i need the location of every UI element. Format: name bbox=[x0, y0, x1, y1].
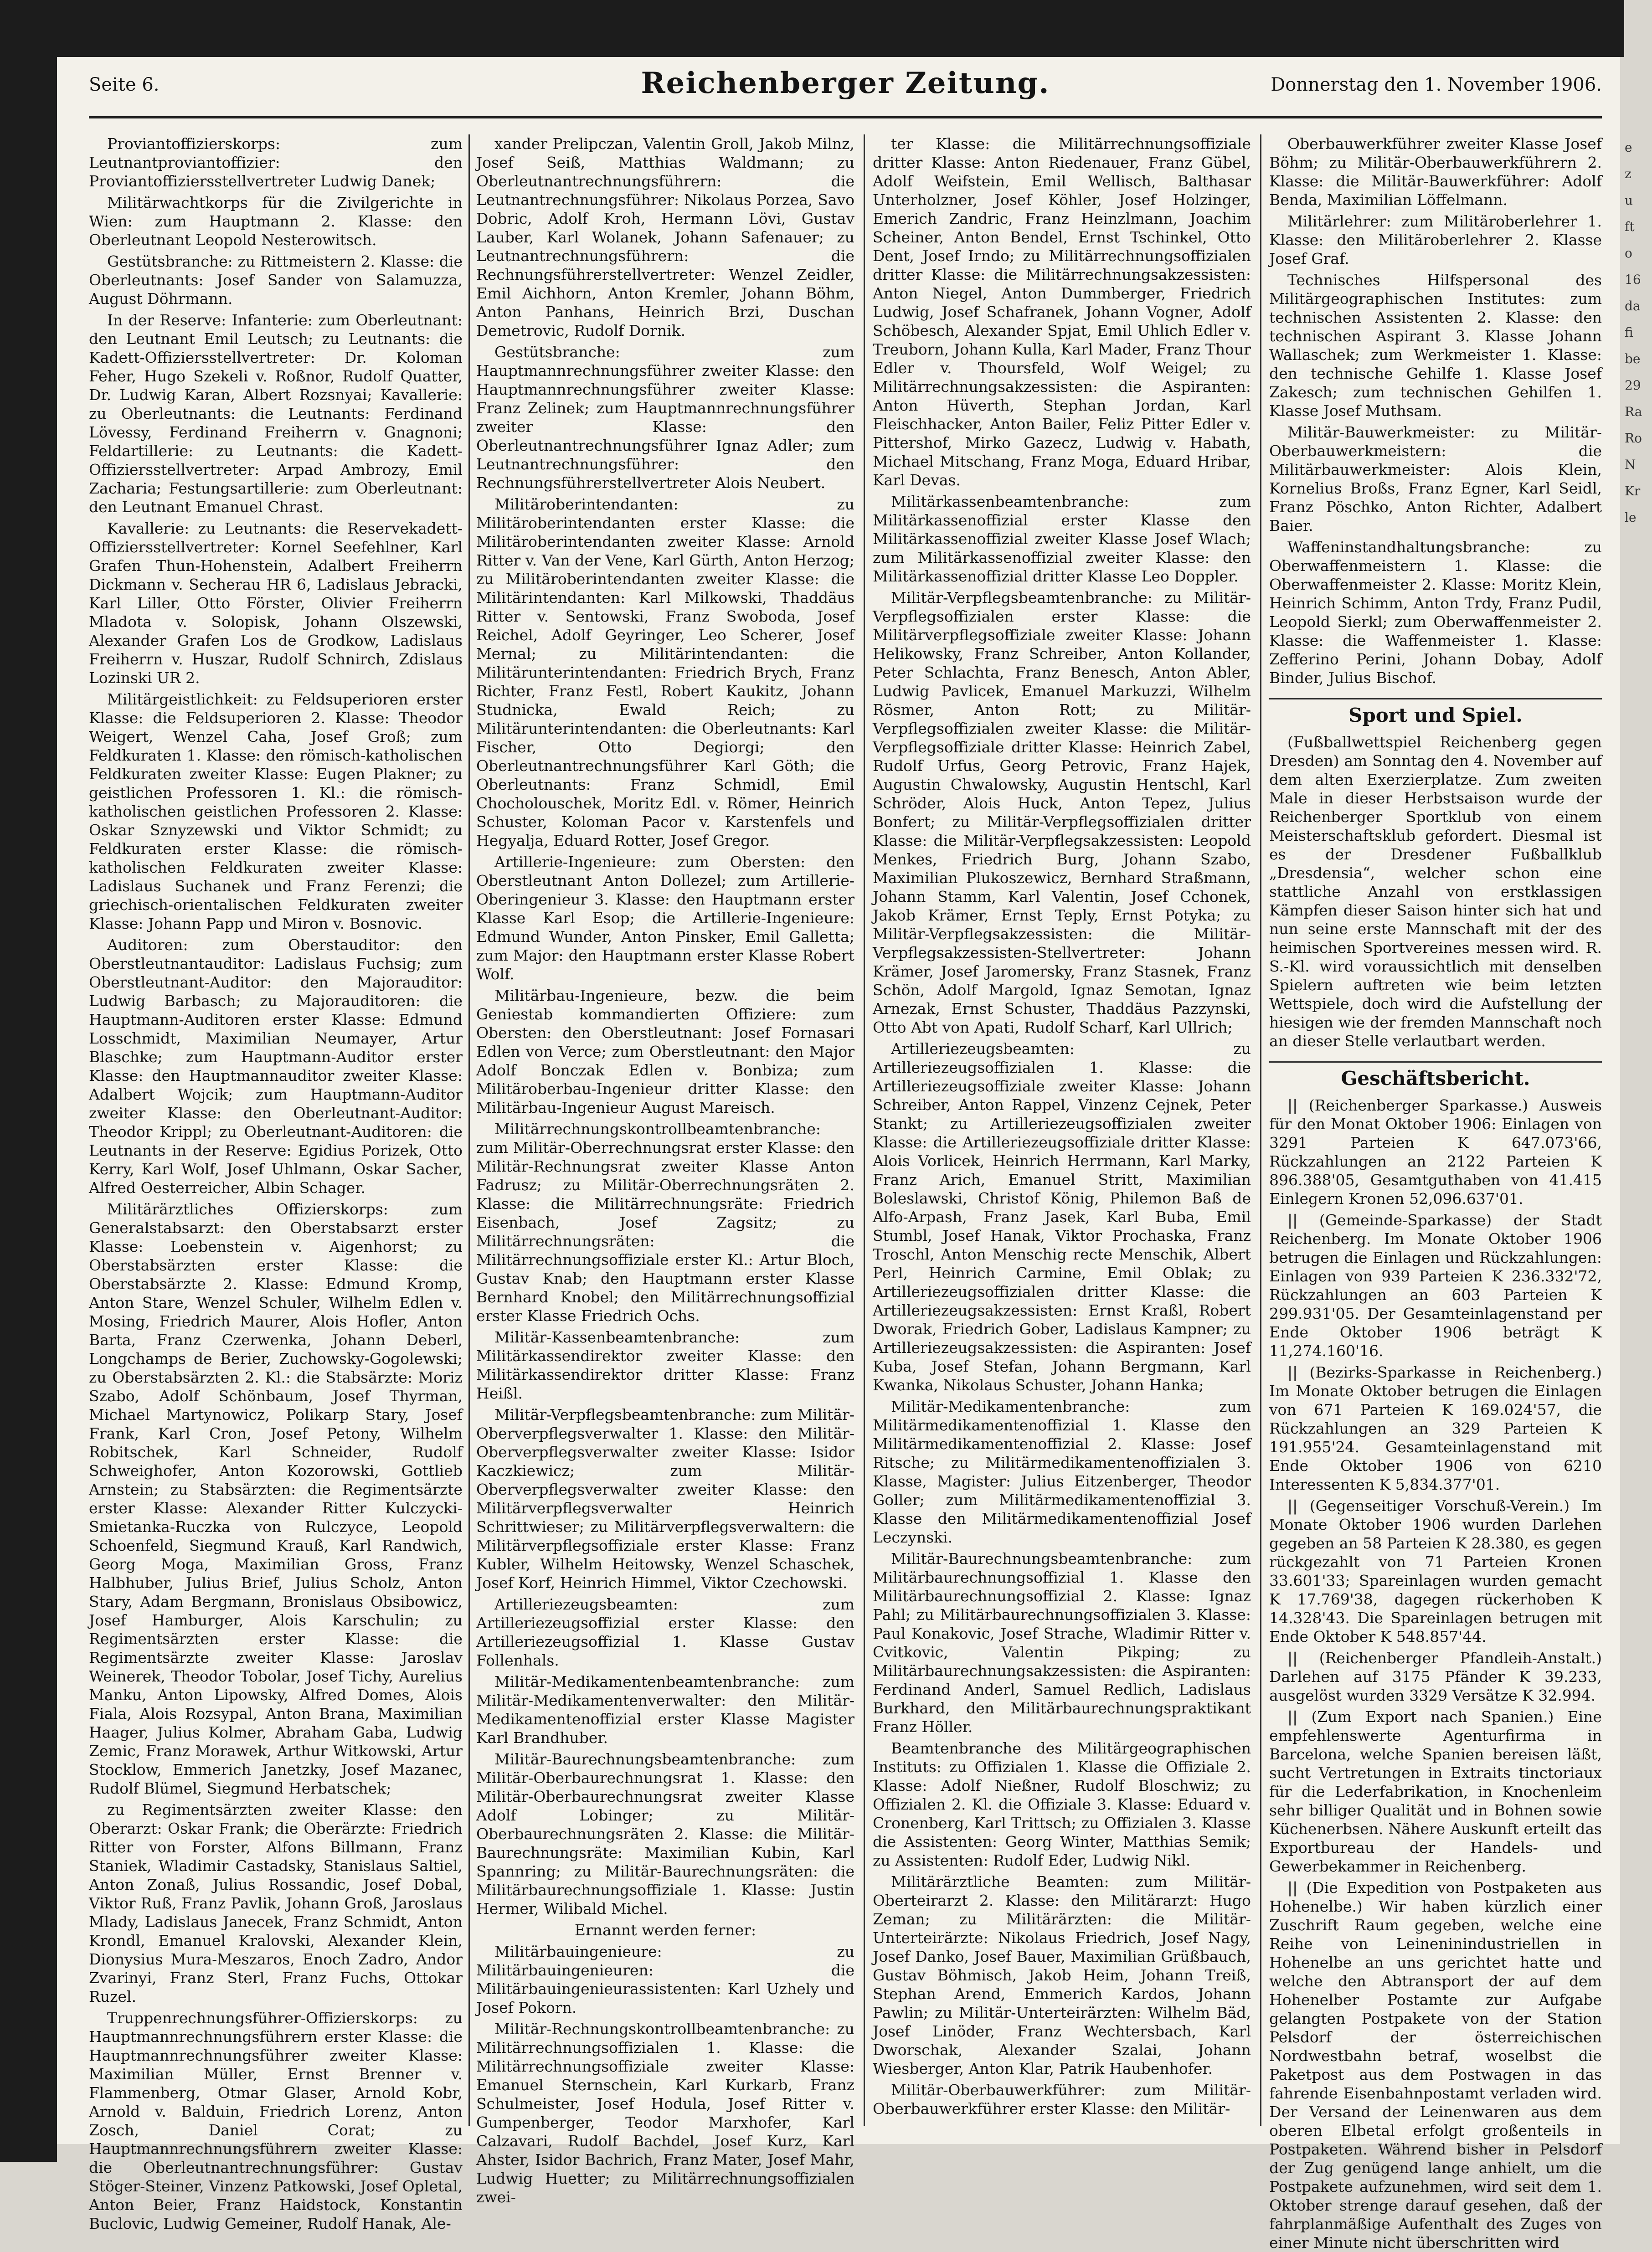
edge-fragment: e bbox=[1625, 140, 1632, 155]
edge-fragment: ft bbox=[1625, 219, 1635, 234]
page-header bbox=[89, 66, 1602, 118]
article-paragraph: Technisches Hilfspersonal des Militärgeographischen Institutes: zum technischen Assistenten 2. Klasse: den technischen Aspirant 3. Klasse Johann Wallaschek; zum Werkmeister 1. Klasse: den technische Gehilfe 1. Klasse Josef Zakesch; zum technischen Gehilfen 1. Klasse Josef Muthsam. bbox=[1269, 271, 1602, 420]
column-2 bbox=[476, 134, 854, 2206]
edge-fragment: da bbox=[1625, 298, 1641, 314]
article-paragraph: Militärärztliches Offizierskorps: zum Generalstabsarzt: den Oberstabsarzt erster Klasse: Loebenstein v. Aigenhorst; zu Oberstabsärzten erster Klasse: die Oberstabsärzte 2. Klasse: Edmund Kromp, Anton Stare, Wenzel Schuler, Wilhelm Edlen v. Mosing, Friedrich Maurer, Alois Hofler, Anton Barta, Franz Czerwenka, Johann Deberl, Longchamps de Berier, Zuchowsky-Gogolewski; zu Oberstabsärzten 2. Kl.: die Stabsärzte: Moriz Szabo, Adolf Schönbaum, Josef Thyrman, Michael Martynowicz, Polikarp Stary, Josef Frank, Karl Cron, Josef Petony, Wilhelm Robitschek, Karl Schneider, Rudolf Schweighofer, Anton Kozorowski, Gottlieb Arnstein; zu Stabsärzten: die Regimentsärzte erster Klasse: Alexander Ritter Kulczycki-Smietanka-Ruczka von Rulczyce, Leopold Schoenfeld, Siegmund Krauß, Karl Randwich, Georg Moga, Maximilian Gross, Franz Halbhuber, Julius Brief, Julius Scholz, Anton Stary, Adam Bergmann, Bronislaus Obsibowicz, Josef Hamburger, Alois Karschulin; zu Regimentsärzten erster Klasse: die Regimentsärzte zweiter Klasse: Jaroslav Weinerek, Theodor Tobolar, Josef Tichy, Aurelius Manku, Anton Lipowsky, Alfred Domes, Alois Fiala, Alois Rozsypal, Anton Brana, Maximilian Haager, Julius Kolmer, Abraham Gaba, Ludwig Zemic, Franz Morawek, Arthur Witkowski, Artur Stocklow, Emmerich Janetzky, Josef Mazanec, Rudolf Blümel, Siegmund Herbatschek; bbox=[89, 1200, 463, 1797]
section-subheading: Ernannt werden ferner: bbox=[574, 1921, 757, 1939]
edge-fragment: Ro bbox=[1625, 431, 1642, 446]
article-paragraph: Militär-Kassenbeamtenbranche: zum Militärkassendirektor zweiter Klasse: den Militärkassendirektor dritter Klasse: Franz Heißl. bbox=[476, 1328, 854, 1402]
column-rule bbox=[864, 134, 865, 2126]
article-paragraph: xander Prelipczan, Valentin Groll, Jakob Milnz, Josef Seiß, Matthias Waldmann; zu Oberleutnantrechnungsführern: die Leutnantrechnungsführer: Nikolaus Porzea, Savo Dobric, Adolf Kroh, Hermann Lövi, Gustav Lauber, Karl Wolanek, Johann Safenauer; zu Leutnantrechnungsführern: die Rechnungsführerstellvertreter: Wenzel Zeidler, Emil Aichhorn, Anton Kremler, Johann Böhm, Anton Panhans, Heinrich Brzi, Duschan Demetrovic, Rudolf Dornik. bbox=[476, 135, 854, 339]
sport-section-heading: Sport und Spiel. bbox=[1269, 698, 1602, 725]
column-rule bbox=[468, 134, 470, 2126]
article-paragraph: Militärgeistlichkeit: zu Feldsuperioren erster Klasse: die Feldsuperioren 2. Klasse: Theodor Weigert, Wenzel Caha, Josef Groß; zum Feldkuraten 1. Klasse: den römisch-katholischen Feldkuraten zweiter Klasse: Eugen Plakner; zu geistlichen Professoren 1. Kl.: die römisch-katholischen geistlichen Professoren 2. Klasse: Oskar Sznyzewski und Viktor Schmidt; zu Feldkuraten erster Klasse: die römisch-katholischen Feldkuraten zweiter Klasse: Ladislaus Suchanek und Franz Ferenzi; die griechisch-orientalischen Feldkuraten zweiter Klasse: Johann Papp und Miron v. Bosnovic. bbox=[89, 690, 463, 932]
edge-fragment: le bbox=[1625, 510, 1637, 525]
business-paragraph: || (Zum Export nach Spanien.) Eine empfehlenswerte Agenturfirma in Barcelona, welche Spanien bereisen läßt, sucht Vertretungen in Extraits tinctoriaux für die Lederfabrikation, in Knochenleim sehr billiger Qualität und in Bohnen sowie Küchenerbsen. Nähere Auskunft erteilt das Exportbureau der Handels- und Gewerbekammer in Reichenberg. bbox=[1269, 1708, 1602, 1875]
article-paragraph: Militär-Medikamentenbeamtenbranche: zum Militär-Medikamentenverwalter: den Militär-Medikamentenoffizial erster Klasse Magister Karl Brandhuber. bbox=[476, 1673, 854, 1747]
article-paragraph: Militärbau-Ingenieure, bezw. die beim Geniestab kommandierten Offiziere: zum Obersten: den Oberstleutnant: Josef Fornasari Edlen von Verce; zum Oberstleutnant: den Major Adolf Bonczak Edlen v. Bonbiza; zum Militäroberbau-Ingenieur dritter Klasse: den Militärbau-Ingenieur August Mareisch. bbox=[476, 987, 854, 1116]
article-paragraph: Artilleriezeugsbeamten: zu Artilleriezeugsoffizialen 1. Klasse: die Artilleriezeugsoffiziale zweiter Klasse: Johann Schreiber, Anton Rappel, Vinzenz Cejnek, Peter Stankt; zu Artilleriezeugsoffizialen zweiter Klasse: die Artilleriezeugsoffiziale dritter Klasse: Alois Vorlicek, Heinrich Herrmann, Karl Marky, Franz Arich, Emanuel Stritt, Maximilian Boleslawski, Christof König, Philemon Baß de Alfo-Arpash, Franz Jasek, Karl Buba, Emil Stumbl, Josef Hanak, Viktor Prochaska, Franz Troschl, Anton Menschig recte Menschik, Albert Perl, Heinrich Carmine, Emil Oblak; zu Artilleriezeugsoffizialen dritter Klasse: die Artilleriezeugsakzessisten: Ernst Kraßl, Robert Dworak, Friedrich Gober, Ladislaus Kampner; zu Artilleriezeugsakzessisten: die Aspiranten: Josef Kuba, Josef Stefan, Johann Bergmann, Karl Kwanka, Nikolaus Schuster, Johann Hanka; bbox=[873, 1040, 1251, 1394]
article-paragraph: Militär-Bauwerkmeister: zu Militär-Oberbauwerkmeistern: die Militärbauwerkmeister: Alois Klein, Kornelius Broßs, Franz Egner, Karl Seidl, Franz Pöschko, Anton Richter, Adalbert Baier. bbox=[1269, 423, 1602, 535]
article-paragraph: Militär-Baurechnungsbeamtenbranche: zum Militär-Oberbaurechnungsrat 1. Klasse: den Militär-Oberbaurechnungsrat zweiter Klasse Adolf Lobinger; zu Militär-Oberbaurechnungsräten 2. Klasse: die Militär-Baurechnungsräte: Maximilian Kubin, Karl Spannring; zu Militär-Baurechnungsräten: die Militärbaurechnungsoffiziale 1. Klasse: Justin Hermer, Wilibald Michel. bbox=[476, 1750, 854, 1918]
edge-fragment: z bbox=[1625, 166, 1631, 181]
article-paragraph: Militär-Baurechnungsbeamtenbranche: zum Militärbaurechnungsoffizial 1. Klasse den Militärbaurechnungsoffizial 2. Klasse: Ignaz Pahl; zu Militärbaurechnungsoffizialen 3. Klasse: Paul Konakovic, Josef Strache, Wladimir Ritter v. Cvitkovic, Valentin Pikping; zu Militärbaurechnungsakzessisten: die Aspiranten: Ferdinand Anderl, Samuel Redlich, Ladislaus Burkhard, den Militärbaurechnungspraktikant Franz Höller. bbox=[873, 1550, 1251, 1736]
business-paragraph: || (Bezirks-Sparkasse in Reichenberg.) Im Monate Oktober betrugen die Einlagen von 671 Parteien K 169.024'57, die Rückzahlungen an 329 Parteien K 191.955'24. Gesamteinlagenstand mit Ende Oktober 1906 von 6210 Interessenten K 5,834.377'01. bbox=[1269, 1363, 1602, 1493]
article-paragraph: ter Klasse: die Militärrechnungsoffiziale dritter Klasse: Anton Riedenauer, Franz Gübel, Adolf Weifstein, Emil Wellisch, Balthasar Unterholzner, Josef Köhler, Josef Holzinger, Emerich Zandric, Franz Heinzlmann, Joachim Scheiner, Anton Bendel, Ernst Tschinkel, Otto Dent, Josef Irndo; zu Militärrechnungsoffizialen dritter Klasse: die Militärrechnungsakzessisten: Anton Niegel, Anton Dummberger, Friedrich Ludwig, Josef Schafranek, Johann Vogner, Adolf Schöbesch, Alexander Spjat, Emil Uhlich Edler v. Treuborn, Johann Kulla, Karl Mader, Franz Thour Edler v. Thoursfeld, Wolf Weigel; zu Militärrechnungsakzessisten: die Aspiranten: Anton Hüverth, Stephan Jordan, Karl Fleischhacker, Anton Bailer, Feliz Pitter Edler v. Pittershof, Mirko Gazecz, Ludwig v. Habath, Michael Mitschang, Franz Moga, Eduard Hribar, Karl Devas. bbox=[873, 135, 1251, 489]
article-paragraph: zu Regimentsärzten zweiter Klasse: den Oberarzt: Oskar Frank; die Oberärzte: Friedrich Ritter von Forster, Alfons Billmann, Franz Staniek, Wladimir Castadsky, Stanislaus Saltiel, Anton Zonaß, Julius Rossandic, Josef Dobal, Viktor Ruß, Franz Pavlik, Johann Groß, Jaroslaus Mlady, Ladislaus Janecek, Franz Schmidt, Anton Krondl, Emanuel Kralovski, Alexander Klein, Dionysius Mura-Meszaros, Enoch Zadro, Andor Zvarinyi, Franz Sterl, Franz Fuchs, Ottokar Ruzel. bbox=[89, 1801, 463, 2005]
business-paragraph: || (Gegenseitiger Vorschuß-Verein.) Im Monate Oktober 1906 wurden Darlehen gegeben an 58 Parteien K 28.380, es gegen rückgezahlt von 71 Parteien Kronen 33.601'33; Spareinlagen wurden gemacht K 17.769'38, dagegen rückerhoben K 14.328'43. Die Spareinlagen betrugen mit Ende Oktober K 548.857'44. bbox=[1269, 1497, 1602, 1645]
article-paragraph: Militärlehrer: zum Militäroberlehrer 1. Klasse: den Militäroberlehrer 2. Klasse Josef Graf. bbox=[1269, 212, 1602, 267]
sport-paragraph: (Fußballwettspiel Reichenberg gegen Dresden) am Sonntag den 4. November auf dem alten Exerzierplatze. Zum zweiten Male in dieser Herbstsaison wurde der Reichenberger Sportklub von einem Meisterschaftsklub gefordert. Diesmal ist es der Dresdener Fußballklub „Dresdensia“, welcher schon eine stattliche Anzahl von erstklassigen Kämpfen dieser Saison hinter sich hat und nun seine erste Mannschaft mit der des heimischen Sportvereines messen wird. R. S.-Kl. wird voraussichtlich mit denselben Spielern auftreten wie beim letzten Wettspiele, doch wird die Aufstellung der hiesigen wie der fremden Mannschaft noch an dieser Stelle verlautbart werden. bbox=[1269, 733, 1602, 1050]
column-3 bbox=[873, 134, 1251, 2126]
scan-border-left bbox=[0, 0, 57, 2162]
business-paragraph: || (Reichenberger Pfandleih-Anstalt.) Darlehen auf 3175 Pfänder K 39.233, ausgelöst wurden 3329 Versätze K 32.994. bbox=[1269, 1649, 1602, 1704]
business-paragraph: || (Gemeinde-Sparkasse) der Stadt Reichenberg. Im Monate Oktober 1906 betrugen die Einlagen und Rückzahlungen: Einlagen von 939 Parteien K 236.332'72, Rückzahlungen an 603 Parteien K 299.931'05. Der Gesamteinlagenstand per Ende Oktober 1906 beträgt K 11,274.160'16. bbox=[1269, 1211, 1602, 1360]
article-paragraph: Militärkassenbeamtenbranche: zum Militärkassenoffizial erster Klasse den Militärkassenoffizial zweiter Klasse Josef Wlach; zum Militärkassenoffizial zweiter Klasse: den Militärkassenoffizial dritter Klasse Leo Doppler. bbox=[873, 493, 1251, 585]
edge-fragment: u bbox=[1625, 193, 1633, 208]
article-paragraph: Beamtenbranche des Militärgeographischen Instituts: zu Offizialen 1. Klasse die Offiziale 2. Klasse: Adolf Nießner, Rudolf Bloschwiz; zu Offizialen 2. Kl. die Offiziale 3. Klasse: Eduard v. Cronenberg, Karl Trittsch; zu Offizialen 3. Klasse die Assistenten: Georg Winter, Matthias Semik; zu Assistenten: Rudolf Eder, Ludwig Nikl. bbox=[873, 1739, 1251, 1869]
article-paragraph: Militärwachtkorps für die Zivilgerichte in Wien: zum Hauptmann 2. Klasse: den Oberleutnant Leopold Nesterowitsch. bbox=[89, 194, 463, 249]
edge-fragment: 29 bbox=[1625, 378, 1641, 393]
edge-fragment: o bbox=[1625, 246, 1632, 261]
article-paragraph: Gestütsbranche: zu Rittmeistern 2. Klasse: die Oberleutnants: Josef Sander von Salamuzza, August Döhrmann. bbox=[89, 252, 463, 308]
edge-fragment: Kr bbox=[1625, 483, 1641, 499]
article-paragraph: Militärrechnungskontrollbeamtenbranche: zum Militär-Oberrechnungsrat erster Klasse: den Militär-Rechnungsrat zweiter Klasse Anton Fadrusz; zu Militär-Oberrechnungsräten 2. Klasse: die Militärrechnungsräte: Friedrich Eisenbach, Josef Zagsitz; zu Militärrechnungsräten: die Militärrechnungsoffiziale erster Kl.: Artur Bloch, Gustav Knab; den Hauptmann erster Klasse Bernhard Knobel; den Militärrechnungsoffizial erster Klasse Friedrich Ochs. bbox=[476, 1120, 854, 1325]
page-number: Seite 6. bbox=[89, 74, 160, 95]
article-paragraph: Militärbauingenieure: zu Militärbauingenieuren: die Militärbauingenieurassistenten: Karl Uzhely und Josef Pokorn. bbox=[476, 1943, 854, 2016]
column-4 bbox=[1269, 134, 1602, 2252]
business-paragraph: || (Reichenberger Sparkasse.) Ausweis für den Monat Oktober 1906: Einlagen von 3291 Parteien K 647.073'66, Rückzahlungen an 2122 Parteien K 896.388'05, Gesamtguthaben von 41.415 Einlegern Kronen 52,096.637'01. bbox=[1269, 1096, 1602, 1208]
article-paragraph: Militär-Medikamentenbranche: zum Militärmedikamentenoffizial 1. Klasse den Militärmedikamentenoffizial 2. Klasse: Josef Ritsche; zu Militärmedikamentenoffizialen 3. Klasse, Magister: Julius Eitzenberger, Theodor Goller; zum Militärmedikamentenoffizial 3. Klasse den Militärmedikamentenoffizial Josef Leczynski. bbox=[873, 1398, 1251, 1546]
scan-border-top bbox=[0, 0, 1624, 57]
edge-fragment: 16 bbox=[1625, 272, 1641, 287]
article-paragraph: Truppenrechnungsführer-Offizierskorps: zu Hauptmannrechnungsführern erster Klasse: die Hauptmannrechnungsführer zweiter Klasse: Maximilian Müller, Ernst Brenner v. Flammenberg, Otmar Glaser, Arnold Kobr, Arnold v. Balduin, Friedrich Lorenz, Anton Zosch, Daniel Corat; zu Hauptmannrechnungsführern zweiter Klasse: die Oberleutnantrechnungsführer: Gustav Stöger-Steiner, Vinzenz Patkowski, Josef Opletal, Anton Beier, Franz Haidstock, Konstantin Buclovic, Ludwig Gemeiner, Rudolf Hanak, Ale- bbox=[89, 2009, 463, 2232]
edge-fragment: be bbox=[1625, 351, 1641, 366]
newspaper-page bbox=[57, 57, 1642, 2252]
article-paragraph: Militär-Rechnungskontrollbeamtenbranche: zu Militärrechnungsoffizialen 1. Klasse: die Militärrechnungsoffiziale zweiter Klasse: Emanuel Sternschein, Karl Kurkarb, Franz Schulmeister, Josef Hodula, Josef Ritter v. Gumpenberger, Teodor Marxhofer, Karl Calzavari, Rudolf Bachdel, Josef Kurz, Karl Ahster, Isidor Bachrich, Franz Mater, Josef Mahr, Ludwig Huetter; zu Militärrechnungsoffizialen zwei- bbox=[476, 2020, 854, 2206]
article-paragraph: Militär-Oberbauwerkführer: zum Militär-Oberbauwerkführer erster Klasse: den Militär- bbox=[873, 2081, 1251, 2118]
article-paragraph: Artilleriezeugsbeamten: zum Artilleriezeugsoffizial erster Klasse: den Artilleriezeugsoffizial 1. Klasse Gustav Follenhals. bbox=[476, 1595, 854, 1669]
edge-fragment: fi bbox=[1625, 325, 1633, 340]
article-paragraph: Militär-Verpflegsbeamtenbranche: zu Militär-Verpflegsoffizialen erster Klasse: die Militärverpflegsoffiziale zweiter Klasse: Johann Helikowsky, Franz Schreiber, Anton Kollander, Peter Schlachta, Franz Benesch, Anton Abler, Ludwig Pavlicek, Emanuel Markuzzi, Wilhelm Rösmer, Anton Rott; zu Militär-Verpflegsoffizialen zweiter Klasse: die Militär-Verpflegsoffiziale dritter Klasse: Heinrich Zabel, Rudolf Urfus, Georg Petrovic, Franz Hajek, Augustin Chwalowsky, Augustin Hentschl, Karl Schröder, Alois Huck, Anton Tepez, Julius Bonfert; zu Militär-Verpflegsoffizialen dritter Klasse: die Militär-Verpflegsakzessisten: Leopold Menkes, Friedrich Burg, Johann Szabo, Maximilian Plukoszewicz, Bernhard Straßmann, Johann Stamm, Karl Valentin, Josef Cchonek, Jakob Krämer, Ernst Teply, Ernst Potyka; zu Militär-Verpflegsakzessisten: die Militär-Verpflegsakzessisten-Stellvertreter: Johann Krämer, Josef Jaromersky, Franz Stasnek, Franz Schön, Adolf Margold, Ignaz Semotan, Ignaz Arnezak, Ernst Schuster, Thaddäus Pazzynski, Otto Abt von Apati, Rudolf Scharf, Karl Ullrich; bbox=[873, 589, 1251, 1036]
masthead-title: Reichenberger Zeitung. bbox=[641, 66, 1050, 100]
column-1 bbox=[89, 134, 463, 2232]
article-paragraph: Proviantoffizierskorps: zum Leutnantproviantoffizier: den Proviantoffiziersstellvertreter Ludwig Danek; bbox=[89, 135, 463, 190]
article-paragraph: Auditoren: zum Oberstauditor: den Oberstleutnantauditor: Ladislaus Fuchsig; zum Oberstleutnant-Auditor: den Majorauditor: Ludwig Barbasch; zu Majorauditoren: die Hauptmann-Auditoren erster Klasse: Edmund Losschmidt, Maximilian Neumayer, Artur Blaschke; zum Hauptmann-Auditor erster Klasse: den Hauptmannauditor zweiter Klasse: Adalbert Wojcik; zum Hauptmann-Auditor zweiter Klasse: den Oberleutnant-Auditor: Theodor Krippl; zu Oberleutnant-Auditoren: die Leutnants in der Reserve: Egidius Porizek, Otto Kerry, Karl Wolf, Josef Uhlmann, Oskar Sacher, Alfred Oesterreicher, Albin Schager. bbox=[89, 936, 463, 1197]
article-paragraph: Militär-Verpflegsbeamtenbranche: zum Militär-Oberverpflegsverwalter 1. Klasse: den Militär-Oberverpflegsverwalter zweiter Klasse: Isidor Kaczkiewicz; zum Militär-Oberverpflegsverwalter zweiter Klasse: den Militärverpflegsverwalter Heinrich Schrittwieser; zu Militärverpflegsverwaltern: die Militärverpflegsoffiziale erster Klasse: Franz Kubler, Wilhelm Heitowsky, Wenzel Schaschek, Josef Korf, Heinrich Himmel, Viktor Czechowski. bbox=[476, 1406, 854, 1592]
adjacent-page-fragments bbox=[1625, 134, 1652, 2139]
article-paragraph: Militärärztliche Beamten: zum Militär-Oberteirarzt 2. Klasse: den Militärarzt: Hugo Zeman; zu Militärärzten: die Militär-Unterteirärzte: Nikolaus Friedrich, Josef Nagy, Josef Danko, Josef Bauer, Maximilian Grüßbauch, Gustav Böhmisch, Jakob Heim, Johann Treiß, Stephan Arend, Emmerich Kardos, Johann Pawlin; zu Militär-Unterteirärzten: Wilhelm Bäd, Josef Linöder, Franz Wechtersbach, Karl Dworschak, Alexander Szalai, Johann Wiesberger, Anton Klar, Patrik Haubenhofer. bbox=[873, 1873, 1251, 2077]
article-paragraph: Militäroberintendanten: zu Militäroberintendanten erster Klasse: die Militäroberintendanten zweiter Klasse: Arnold Ritter v. Van der Vene, Karl Gürth, Anton Herzog; zu Militäroberintendanten zweiter Klasse: die Militärintendanten: Karl Milkowski, Thaddäus Ritter v. Sentowski, Franz Swoboda, Josef Reichel, Adolf Geyringer, Leo Scherer, Josef Mernal; zu Militärintendanten: die Militärunterintendanten: Friedrich Brych, Franz Richter, Franz Festl, Robert Kaukitz, Johann Studnicka, Ewald Reich; zu Militärunterintendanten: die Oberleutnants: Karl Fischer, Otto Degiorgi; den Oberleutnantrechnungsführer Karl Göth; die Oberleutnants: Franz Schmidl, Emil Chocholouschek, Moritz Edl. v. Römer, Heinrich Schuster, Koloman Pacor v. Karstenfels und Hegyalja, Eduard Rotter, Josef Gregor. bbox=[476, 495, 854, 849]
issue-date: Donnerstag den 1. November 1906. bbox=[1271, 74, 1602, 95]
column-rule bbox=[1260, 134, 1261, 2126]
business-paragraph: || (Die Expedition von Postpaketen aus Hohenelbe.) Wir haben kürzlich einer Zuschrift Raum gegeben, welche eine Reihe von Leineninindustriellen in Hohenelbe an uns gerichtet hatte und welche den Abtransport der auf dem Hohenelber Postamte zur Aufgabe gelangten Postpakete von der Station Pelsdorf der österreichischen Nordwestbahn betraf, woselbst die Paketpost aus dem Postwagen in das fahrende Eisenbahnpostamt verladen wird. Der Versand der Leinenwaren aus dem oberen Elbetal erfolgt großenteils in Postpaketen. Während bisher in Pelsdorf der Zug genügend lange anhielt, um die Postpakete aufzunehmen, wird seit dem 1. Oktober strenge darauf gesehen, daß der fahrplanmäßige Aufenthalt des Zuges von einer Minute nicht überschritten wird bbox=[1269, 1879, 1602, 2252]
article-paragraph: Kavallerie: zu Leutnants: die Reservekadett-Offiziersstellvertreter: Kornel Seefehlner, Karl Grafen Thun-Hohenstein, Adalbert Freiherrn Dickmann v. Secherau HR 6, Ladislaus Jebracki, Karl Liller, Otto Förster, Olivier Freiherrn Mladota v. Solopisk, Johann Olszewski, Alexander Grafen Los de Grodkow, Ladislaus Freiherrn v. Huszar, Rudolf Schnirch, Zdislaus Lozinski UR 2. bbox=[89, 519, 463, 687]
article-paragraph: In der Reserve: Infanterie: zum Oberleutnant: den Leutnant Emil Leutsch; zu Leutnants: die Kadett-Offiziersstellvertreter: Dr. Koloman Feher, Hugo Szekeli v. Roßnor, Rudolf Quatter, Dr. Ludwig Karan, Albert Rozsnyai; Kavallerie: zu Oberleutnants: die Leutnants: Ferdinand Lövessy, Ferdinand Freiherrn v. Gnagnoni; Feldartillerie: zu Leutnants: die Kadett-Offiziersstellvertreter: Arpad Ambrozy, Emil Zacharia; Festungsartillerie: zum Oberleutnant: den Leutnant Emanuel Chrast. bbox=[89, 311, 463, 516]
article-paragraph: Waffeninstandhaltungsbranche: zu Oberwaffenmeistern 1. Klasse: die Oberwaffenmeister 2. Klasse: Moritz Klein, Heinrich Schimm, Anton Trdy, Franz Pudil, Leopold Sierkl; zum Oberwaffenmeister 2. Klasse: die Waffenmeister 1. Klasse: Zefferino Perini, Johann Dobay, Adolf Binder, Julius Bischof. bbox=[1269, 538, 1602, 687]
article-paragraph: Artillerie-Ingenieure: zum Obersten: den Oberstleutnant Anton Dollezel; zum Artillerie-Oberingenieur 3. Klasse: den Hauptmann erster Klasse Karl Esop; die Artillerie-Ingenieure: Edmund Wunder, Anton Pinsker, Emil Galletta; zum Major: den Hauptmann erster Klasse Robert Wolf. bbox=[476, 853, 854, 983]
edge-fragment: Ra bbox=[1625, 404, 1642, 419]
article-paragraph: Gestütsbranche: zum Hauptmannrechnungsführer zweiter Klasse: den Hauptmannrechnungsführer zweiter Klasse: Franz Zelinek; zum Hauptmannrechnungsführer zweiter Klasse: den Oberleutnantrechnungsführer Ignaz Adler; zum Leutnantrechnungsführer: den Rechnungsführerstellvertreter Alois Neubert. bbox=[476, 343, 854, 492]
edge-fragment: N bbox=[1625, 457, 1636, 472]
article-paragraph: Oberbauwerkführer zweiter Klasse Josef Böhm; zu Militär-Oberbauwerkführern 2. Klasse: die Militär-Bauwerkführer: Adolf Benda, Maximilian Löffelmann. bbox=[1269, 135, 1602, 209]
business-section-heading: Geschäftsbericht. bbox=[1269, 1061, 1602, 1088]
